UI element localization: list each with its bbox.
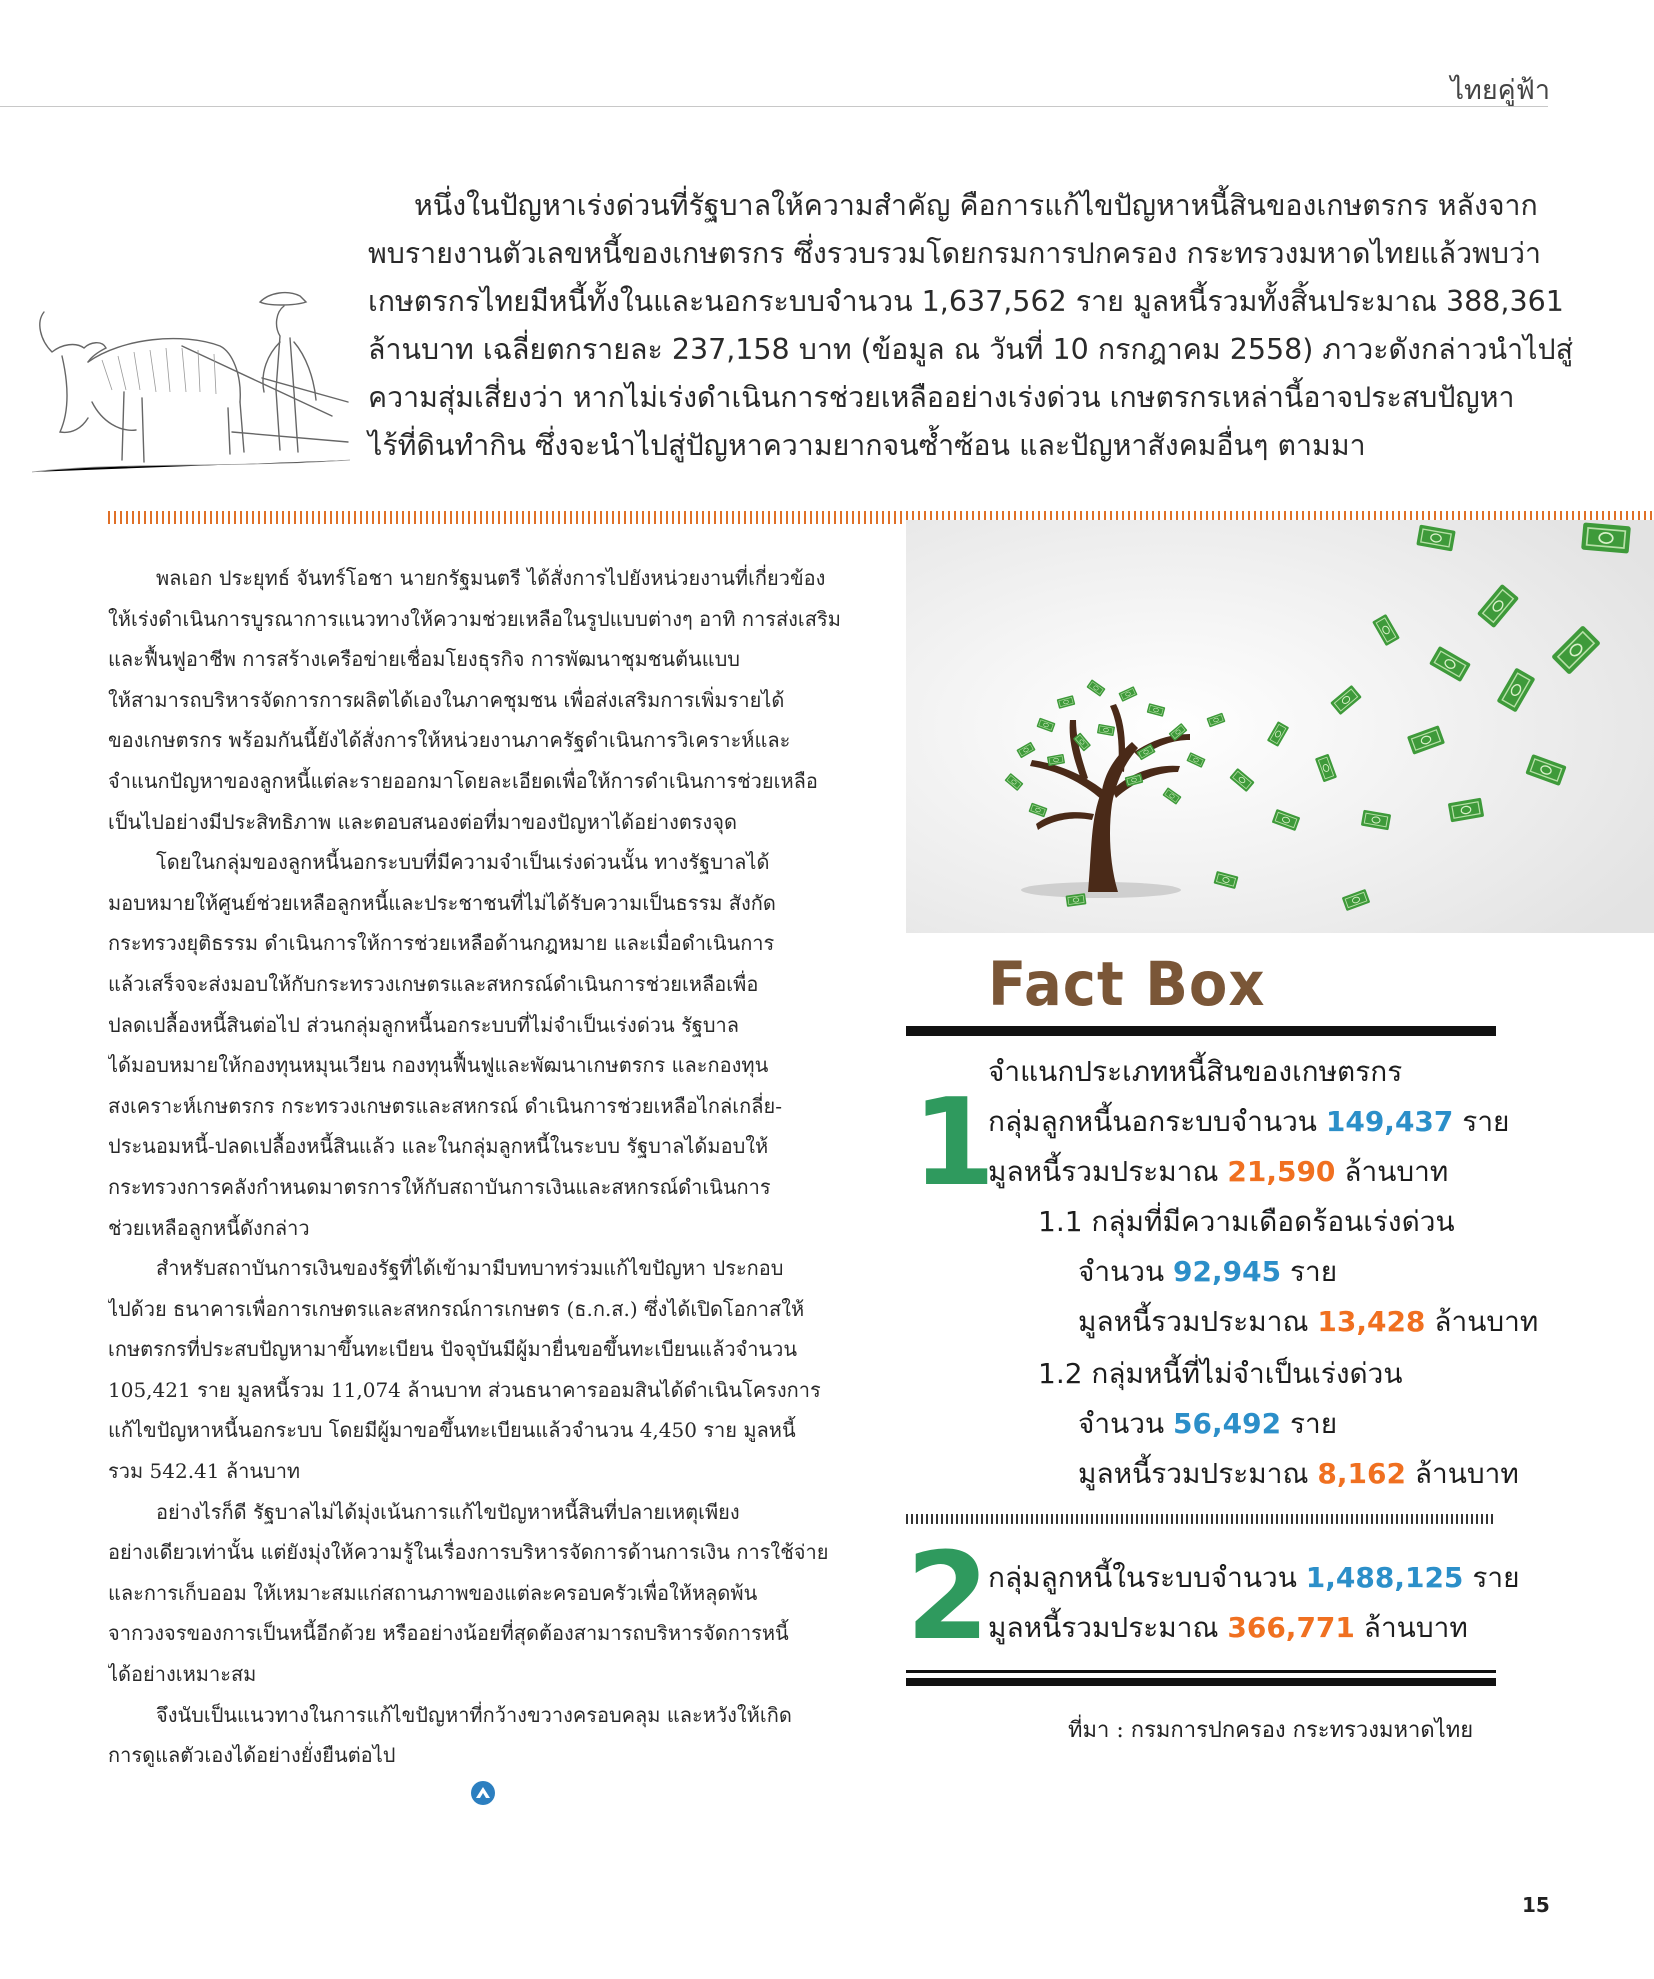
body-line: ไปด้วย ธนาคารเพื่อการเกษตรและสหกรณ์การเกษตร (ธ.ก.ส.) ซึ่งได้เปิดโอกาสให้ xyxy=(108,1296,805,1321)
body-line: ได้มอบหมายให้กองทุนหมุนเวียน กองทุนฟื้นฟูและพัฒนาเกษตรกร และกองทุน xyxy=(108,1053,769,1078)
fact-box-bottom-rule xyxy=(906,1678,1496,1686)
body-line: และฟื้นฟูอาชีพ การสร้างเครือข่ายเชื่อมโยงธุรกิจ การพัฒนาชุมชนต้นแบบ xyxy=(108,647,741,672)
label-text: มูลหนี้รวมประมาณ xyxy=(988,1611,1219,1644)
label-text: กลุ่มลูกหนี้นอกระบบจำนวน xyxy=(988,1105,1317,1138)
section-1-line-1 xyxy=(988,1105,1510,1138)
article-body xyxy=(108,558,858,1776)
body-line: ได้อย่างเหมาะสม xyxy=(108,1662,257,1687)
unit-text: ล้านบาท xyxy=(1344,1155,1449,1188)
body-line: 105,421 ราย มูลหนี้รวม 11,074 ล้านบาท ส่วนธนาคารออมสินได้ดำเนินโครงการ xyxy=(108,1377,821,1402)
body-line: แล้วเสร็จจะส่งมอบให้กับกระทรวงเกษตรและสหกรณ์ดำเนินการช่วยเหลือเพื่อ xyxy=(108,971,759,996)
buffalo-farmer-illustration xyxy=(32,282,350,500)
header-rule xyxy=(0,106,1548,107)
subgroup-1-1-debt xyxy=(1078,1305,1539,1338)
body-line: เกษตรกรที่ประสบปัญหามาขึ้นทะเบียน ปัจจุบันมีผู้มายื่นขอขึ้นทะเบียนแล้วจำนวน xyxy=(108,1337,798,1362)
subgroup-1-1-count xyxy=(1078,1255,1338,1288)
body-line: จำแนกปัญหาของลูกหนี้แต่ละรายออกมาโดยละเอียดเพื่อให้การดำเนินการช่วยเหลือ xyxy=(108,768,818,793)
body-line: พลเอก ประยุทธ์ จันทร์โอชา นายกรัฐมนตรี ได้สั่งการไปยังหน่วยงานที่เกี่ยวข้อง xyxy=(156,566,826,590)
debt-amount-value: 13,428 xyxy=(1317,1305,1426,1338)
debtor-count-value: 1,488,125 xyxy=(1305,1561,1464,1594)
label-text: จำนวน xyxy=(1078,1255,1165,1288)
body-line: ให้เร่งดำเนินการบูรณาการแนวทางให้ความช่วยเหลือในรูปแบบต่างๆ อาทิ การส่งเสริม xyxy=(108,606,841,631)
body-line: อย่างไรก็ดี รัฐบาลไม่ได้มุ่งเน้นการแก้ไขปัญหาหนี้สินที่ปลายเหตุเพียง xyxy=(156,1499,740,1524)
body-line: รวม 542.41 ล้านบาท xyxy=(108,1459,301,1484)
subgroup-1-2-heading: 1.2 กลุ่มหนี้ที่ไม่จำเป็นเร่งด่วน xyxy=(1038,1357,1403,1390)
section-1-number: 1 xyxy=(912,1074,996,1213)
body-line: มอบหมายให้ศูนย์ช่วยเหลือลูกหนี้และประชาชนที่ไม่ได้รับความเป็นธรรม สังกัด xyxy=(108,890,776,915)
label-text: มูลหนี้รวมประมาณ xyxy=(1078,1305,1309,1338)
body-line: ให้สามารถบริหารจัดการการผลิตได้เองในภาคชุมชน เพื่อส่งเสริมการเพิ่มรายได้ xyxy=(108,687,785,712)
body-line: เป็นไปอย่างมีประสิทธิภาพ และตอบสนองต่อที่มาของปัญหาได้อย่างตรงจุด xyxy=(108,809,738,834)
section-1-heading: จำแนกประเภทหนี้สินของเกษตรกร xyxy=(988,1055,1403,1088)
section-2-number: 2 xyxy=(906,1528,990,1667)
unit-text: ล้านบาท xyxy=(1414,1457,1519,1490)
subgroup-1-2-count xyxy=(1078,1407,1338,1440)
unit-text: ราย xyxy=(1290,1255,1338,1288)
body-line: จึงนับเป็นแนวทางในการแก้ไขปัญหาที่กว้างขวางครอบคลุม และหวังให้เกิด xyxy=(156,1702,792,1727)
intro-paragraph xyxy=(368,182,1573,470)
source-credit: ที่มา : กรมการปกครอง กระทรวงมหาดไทย xyxy=(1068,1718,1474,1743)
unit-text: ราย xyxy=(1462,1105,1510,1138)
unit-text: ล้านบาท xyxy=(1434,1305,1539,1338)
label-text: จำนวน xyxy=(1078,1407,1165,1440)
body-line: สำหรับสถาบันการเงินของรัฐที่ได้เข้ามามีบทบาทร่วมแก้ไขปัญหา ประกอบ xyxy=(156,1256,784,1281)
debt-amount-value: 366,771 xyxy=(1227,1611,1355,1644)
section-2-line-2 xyxy=(988,1611,1468,1644)
body-line: อย่างเดียวเท่านั้น แต่ยังมุ่งให้ความรู้ในเรื่องการบริหารจัดการด้านการเงิน การใช้จ่าย xyxy=(108,1540,829,1565)
debt-amount-value: 21,590 xyxy=(1227,1155,1336,1188)
debtor-count-value: 149,437 xyxy=(1325,1105,1454,1138)
intro-line: พบรายงานตัวเลขหนี้ของเกษตรกร ซึ่งรวบรวมโดยกรมการปกครอง กระทรวงมหาดไทยแล้วพบว่า xyxy=(368,237,1542,270)
body-line: และการเก็บออม ให้เหมาะสมแก่สถานภาพของแต่ละครอบครัวเพื่อให้หลุดพ้น xyxy=(108,1580,758,1605)
body-line: กระทรวงการคลังกำหนดมาตรการให้กับสถาบันการเงินและสหกรณ์ดำเนินการ xyxy=(108,1174,771,1199)
magazine-name: ไทยคู่ฟ้า xyxy=(1450,75,1550,106)
body-line: จากวงจรของการเป็นหนี้อีกด้วย หรืออย่างน้อยที่สุดต้องสามารถบริหารจัดการหนี้ xyxy=(108,1621,789,1646)
fact-box-bottom-rule-thin xyxy=(906,1670,1496,1673)
fact-box-title: Fact Box xyxy=(988,950,1266,1021)
intro-line: ความสุ่มเสี่ยงว่า หากไม่เร่งดำเนินการช่วยเหลืออย่างเร่งด่วน เกษตรกรเหล่านี้อาจประสบปัญหา xyxy=(368,381,1515,414)
page-number: 15 xyxy=(1522,1893,1550,1917)
subgroup-1-1-heading: 1.1 กลุ่มที่มีความเดือดร้อนเร่งด่วน xyxy=(1038,1205,1455,1238)
body-line: การดูแลตัวเองได้อย่างยั่งยืนต่อไป xyxy=(108,1743,396,1768)
intro-line: ล้านบาท เฉลี่ยตกรายละ 237,158 บาท (ข้อมูล ณ วันที่ 10 กรกฎาคม 2558) ภาวะดังกล่าวนำไปสู่ xyxy=(368,333,1573,366)
label-text: มูลหนี้รวมประมาณ xyxy=(988,1155,1219,1188)
section-2-line-1 xyxy=(988,1561,1520,1594)
fact-box-top-rule xyxy=(906,1026,1496,1036)
subgroup-1-2-debt xyxy=(1078,1457,1519,1490)
intro-line: ไร้ที่ดินทำกิน ซึ่งจะนำไปสู่ปัญหาความยากจนซ้ำซ้อน และปัญหาสังคมอื่นๆ ตามมา xyxy=(368,429,1366,462)
unit-text: ราย xyxy=(1290,1407,1338,1440)
debt-amount-value: 8,162 xyxy=(1317,1457,1406,1490)
money-tree-image xyxy=(906,520,1654,933)
label-text: มูลหนี้รวมประมาณ xyxy=(1078,1457,1309,1490)
body-line: สงเคราะห์เกษตรกร กระทรวงเกษตรและสหกรณ์ ดำเนินการช่วยเหลือไกล่เกลี่ย- xyxy=(108,1093,782,1118)
label-text: กลุ่มลูกหนี้ในระบบจำนวน xyxy=(988,1561,1297,1594)
body-line: กระทรวงยุติธรรม ดำเนินการให้การช่วยเหลือด้านกฎหมาย และเมื่อดำเนินการ xyxy=(108,931,775,956)
intro-line: หนึ่งในปัญหาเร่งด่วนที่รัฐบาลให้ความสำคัญ คือการแก้ไขปัญหาหนี้สินของเกษตรกร หลังจาก xyxy=(414,189,1538,222)
debtor-count-value: 56,492 xyxy=(1173,1407,1282,1440)
section-1-line-2 xyxy=(988,1155,1449,1188)
body-line: แก้ไขปัญหาหนี้นอกระบบ โดยมีผู้มาขอขึ้นทะเบียนแล้วจำนวน 4,450 ราย มูลหนี้ xyxy=(108,1418,796,1443)
fact-box-dotted-divider xyxy=(906,1514,1496,1524)
debtor-count-value: 92,945 xyxy=(1173,1255,1282,1288)
body-line: ของเกษตรกร พร้อมกันนี้ยังได้สั่งการให้หน่วยงานภาครัฐดำเนินการวิเคราะห์และ xyxy=(108,728,791,753)
unit-text: ราย xyxy=(1472,1561,1520,1594)
intro-line: เกษตรกรไทยมีหนี้ทั้งในและนอกระบบจำนวน 1,637,562 ราย มูลหนี้รวมทั้งสิ้นประมาณ 388,361 xyxy=(368,285,1564,318)
unit-text: ล้านบาท xyxy=(1363,1611,1468,1644)
end-of-article-icon xyxy=(470,1780,496,1806)
body-line: ช่วยเหลือลูกหนี้ดังกล่าว xyxy=(108,1215,310,1240)
body-line: ประนอมหนี้-ปลดเปลื้องหนี้สินแล้ว และในกลุ่มลูกหนี้ในระบบ รัฐบาลได้มอบให้ xyxy=(108,1134,769,1159)
body-line: ปลดเปลื้องหนี้สินต่อไป ส่วนกลุ่มลูกหนี้นอกระบบที่ไม่จำเป็นเร่งด่วน รัฐบาล xyxy=(108,1012,740,1037)
body-line: โดยในกลุ่มของลูกหนี้นอกระบบที่มีความจำเป็นเร่งด่วนนั้น ทางรัฐบาลได้ xyxy=(156,850,770,875)
